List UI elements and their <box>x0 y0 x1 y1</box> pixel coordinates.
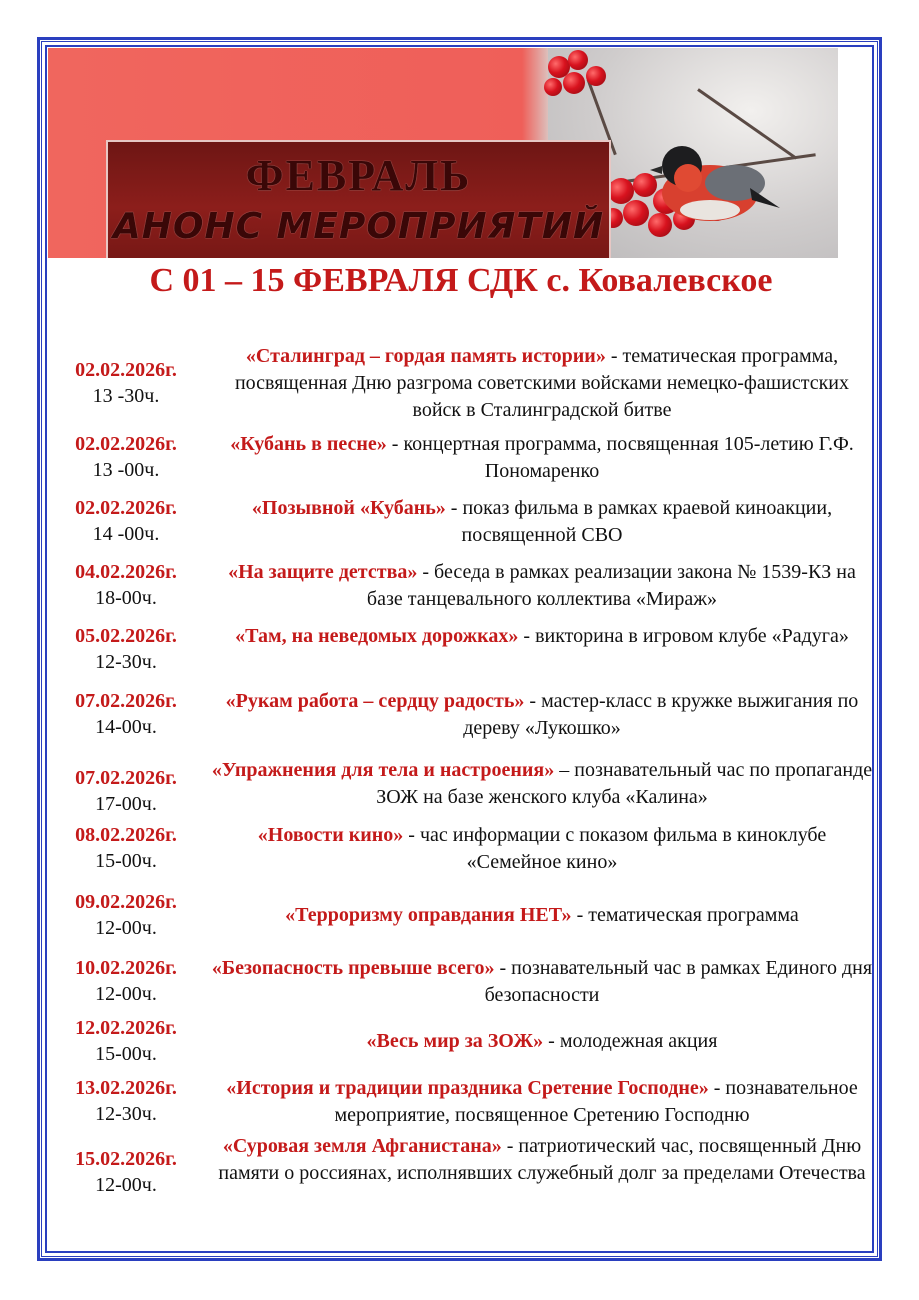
event-datetime <box>48 495 204 547</box>
event-title: «История и традиции праздника Сретение Господне» <box>226 1077 709 1099</box>
event-date: 13.02.2026г. <box>75 1077 177 1099</box>
event-time: 14-00ч. <box>95 716 157 738</box>
event-date: 09.02.2026г. <box>75 891 177 913</box>
event-title: «Суровая земля Афганистана» <box>222 1135 502 1157</box>
event-date: 04.02.2026г. <box>75 561 177 583</box>
event-title: «Безопасность превыше всего» <box>211 957 495 979</box>
event-description <box>210 1028 874 1055</box>
event-description <box>210 623 874 650</box>
event-time: 15-00ч. <box>95 850 157 872</box>
event-date: 02.02.2026г. <box>75 497 177 519</box>
event-title: «Там, на неведомых дорожках» <box>235 625 519 647</box>
event-date: 07.02.2026г. <box>75 767 177 789</box>
event-time: 13 -00ч. <box>92 459 160 481</box>
event-description <box>210 559 874 613</box>
event-time: 12-00ч. <box>95 1174 157 1196</box>
event-details: - беседа в рамках реализации закона № 1539-КЗ на базе танцевального коллектива «Мираж» <box>366 561 856 610</box>
event-date: 08.02.2026г. <box>75 824 177 846</box>
event-title: «Новости кино» <box>257 824 404 846</box>
event-details: - патриотический час, посвященный Дню памяти о россиянах, исполнявших служебный долг за пределами Отечества <box>218 1135 866 1184</box>
event-datetime <box>48 765 204 817</box>
event-title: «Упражнения для тела и настроения» <box>211 759 555 781</box>
event-description <box>210 902 874 929</box>
event-description <box>210 495 874 549</box>
event-title: «Рукам работа – сердцу радость» <box>225 690 525 712</box>
event-datetime <box>48 1146 204 1198</box>
event-details: - показ фильма в рамках краевой киноакции, посвященной СВО <box>445 497 833 546</box>
event-details: – познавательный час по пропаганде ЗОЖ на базе женского клуба «Калина» <box>376 759 873 808</box>
event-description <box>210 955 874 1009</box>
event-description <box>210 1075 874 1129</box>
event-time: 15-00ч. <box>95 1043 157 1065</box>
event-details: - час информации с показом фильма в киноклубе «Семейное кино» <box>403 824 827 873</box>
event-details: - тематическая программа, посвященная Дню разгрома советскими войсками немецко-фашистских войск в Сталинградской битве <box>234 345 850 421</box>
event-time: 12-00ч. <box>95 983 157 1005</box>
bullfinch-icon <box>640 138 780 228</box>
event-title: «Позывной «Кубань» <box>251 497 446 519</box>
event-datetime <box>48 623 204 675</box>
event-details: - концертная программа, посвященная 105-летию Г.Ф. Пономаренко <box>386 433 854 482</box>
event-time: 18-00ч. <box>95 587 157 609</box>
event-datetime <box>48 955 204 1007</box>
event-time: 17-00ч. <box>95 793 157 815</box>
event-details: - мастер-класс в кружке выжигания по дереву «Лукошко» <box>463 690 859 739</box>
header-banner <box>48 48 838 258</box>
event-date: 15.02.2026г. <box>75 1148 177 1170</box>
event-description <box>210 757 874 811</box>
page-title: С 01 – 15 ФЕВРАЛЯ СДК с. Ковалевское <box>149 262 773 299</box>
event-date: 02.02.2026г. <box>75 359 177 381</box>
banner-plaque <box>106 140 611 258</box>
event-description <box>210 431 874 485</box>
event-title: «Кубань в песне» <box>230 433 387 455</box>
event-date: 05.02.2026г. <box>75 625 177 647</box>
event-datetime <box>48 889 204 941</box>
event-time: 13 -30ч. <box>92 385 160 407</box>
event-datetime <box>48 559 204 611</box>
event-datetime <box>48 1075 204 1127</box>
event-title: «Весь мир за ЗОЖ» <box>366 1030 544 1052</box>
banner-title-announcement: АНОНС МЕРОПРИЯТИЙ <box>112 206 605 247</box>
event-time: 12-30ч. <box>95 651 157 673</box>
event-datetime <box>48 822 204 874</box>
event-details: - викторина в игровом клубе «Радуга» <box>518 625 849 647</box>
event-datetime <box>48 688 204 740</box>
event-datetime <box>48 357 204 409</box>
event-datetime <box>48 431 204 483</box>
event-time: 12-00ч. <box>95 917 157 939</box>
event-title: «На защите детства» <box>228 561 418 583</box>
event-title: «Терроризму оправдания НЕТ» <box>285 904 572 926</box>
banner-title-month: ФЕВРАЛЬ <box>245 151 472 200</box>
event-description <box>210 688 874 742</box>
event-date: 12.02.2026г. <box>75 1017 177 1039</box>
event-details: - молодежная акция <box>543 1030 718 1052</box>
event-description <box>210 822 874 876</box>
event-date: 07.02.2026г. <box>75 690 177 712</box>
event-datetime <box>48 1015 204 1067</box>
event-title: «Сталинград – гордая память истории» <box>245 345 606 367</box>
event-details: - познавательный час в рамках Единого дня безопасности <box>484 957 873 1006</box>
event-details: - познавательное мероприятие, посвященное Сретению Господню <box>334 1077 858 1126</box>
event-date: 02.02.2026г. <box>75 433 177 455</box>
event-time: 12-30ч. <box>95 1103 157 1125</box>
event-description <box>210 343 874 424</box>
event-details: - тематическая программа <box>571 904 799 926</box>
event-time: 14 -00ч. <box>92 523 160 545</box>
event-description <box>210 1133 874 1187</box>
event-date: 10.02.2026г. <box>75 957 177 979</box>
